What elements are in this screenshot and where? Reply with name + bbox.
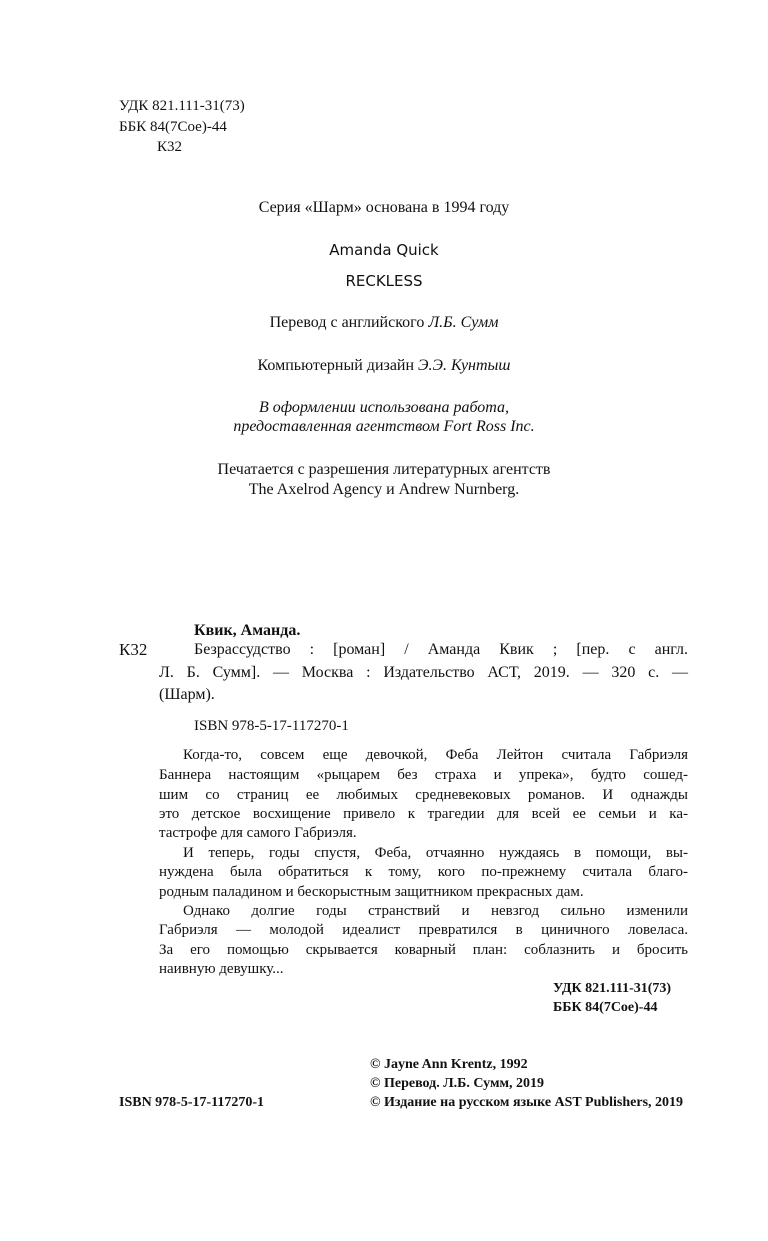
card-line-3: (Шарм). (159, 686, 215, 703)
designer-name: Э.Э. Кунтыш (418, 357, 511, 374)
card-line-2: Л. Б. Сумм]. — Москва : Издательство АСТ, 2019. — 320 с. — (159, 664, 688, 681)
annotation-line: нуждена была обратиться к тому, кого по-прежнему считала благо- (159, 864, 688, 880)
copyright-line: © Jayne Ann Krentz, 1992 (370, 1057, 528, 1072)
cover-note-line-2: предоставленная агентством Fort Ross Inc. (233, 418, 535, 435)
annotation-line: Габриэля — молодой идеалист превратился в циничного ловеласа. (159, 922, 688, 938)
annotation-line: Однако долгие годы странствий и невзгод сильно изменили (183, 903, 688, 919)
cover-note-line-1: В оформлении использована работа, (258, 399, 510, 416)
design-credit (0, 357, 768, 375)
card-isbn: ISBN 978-5-17-117270-1 (194, 718, 349, 734)
card-line-1: Безрассудство : [роман] / Аманда Квик ; [пер. с англ. (194, 641, 688, 658)
copyright-line: © Издание на русском языке AST Publishers, 2019 (370, 1095, 684, 1110)
permission-line-2: The Axelrod Agency и Andrew Nurnberg. (248, 481, 520, 498)
copyright-line: © Перевод. Л.Б. Сумм, 2019 (370, 1076, 545, 1091)
bbk-code: ББК 84(7Сое)-44 (119, 119, 227, 135)
annotation-line: И теперь, годы спустя, Феба, отчаянно нуждаясь в помощи, вы- (183, 845, 688, 861)
card-udk-code: УДК 821.111-31(73) (553, 981, 672, 996)
translator-name: Л.Б. Сумм (428, 314, 499, 331)
annotation-line: это детское восхищение привело к трагедии для всей ее семьи и ка- (159, 806, 688, 822)
original-author: Amanda Quick (329, 241, 439, 259)
card-mark: К32 (119, 640, 148, 659)
annotation-line: родным паладином и бескорыстным защитником прекрасных дам. (159, 884, 584, 900)
card-bbk-code: ББК 84(7Сое)-44 (553, 1000, 658, 1015)
original-title: RECKLESS (345, 272, 423, 290)
annotation-line: тастрофе для самого Габриэля. (159, 825, 357, 841)
annotation-line: За его помощью скрывается коварный план: соблазнить и бросить (159, 942, 688, 958)
annotation-line: шим со страниц ее любимых средневековых романов. И однажды (159, 787, 688, 803)
annotation-line: Баннера настоящим «рыцарем без страха и упрека», будто сошед- (159, 767, 688, 783)
translation-prefix: Перевод с английского (269, 314, 429, 331)
permission-line-1: Печатается с разрешения литературных агентств (217, 461, 551, 478)
annotation-line: наивную девушку... (159, 961, 284, 977)
series-line: Серия «Шарм» основана в 1994 году (258, 199, 510, 216)
udk-code: УДК 821.111-31(73) (119, 98, 245, 114)
footer-isbn: ISBN 978-5-17-117270-1 (119, 1095, 265, 1110)
author-mark: К32 (157, 139, 183, 155)
translation-credit (0, 314, 768, 332)
annotation-line: Когда-то, совсем еще девочкой, Феба Лейтон считала Габриэля (183, 747, 688, 763)
design-prefix: Компьютерный дизайн (257, 357, 419, 374)
card-heading: Квик, Аманда. (194, 622, 301, 639)
